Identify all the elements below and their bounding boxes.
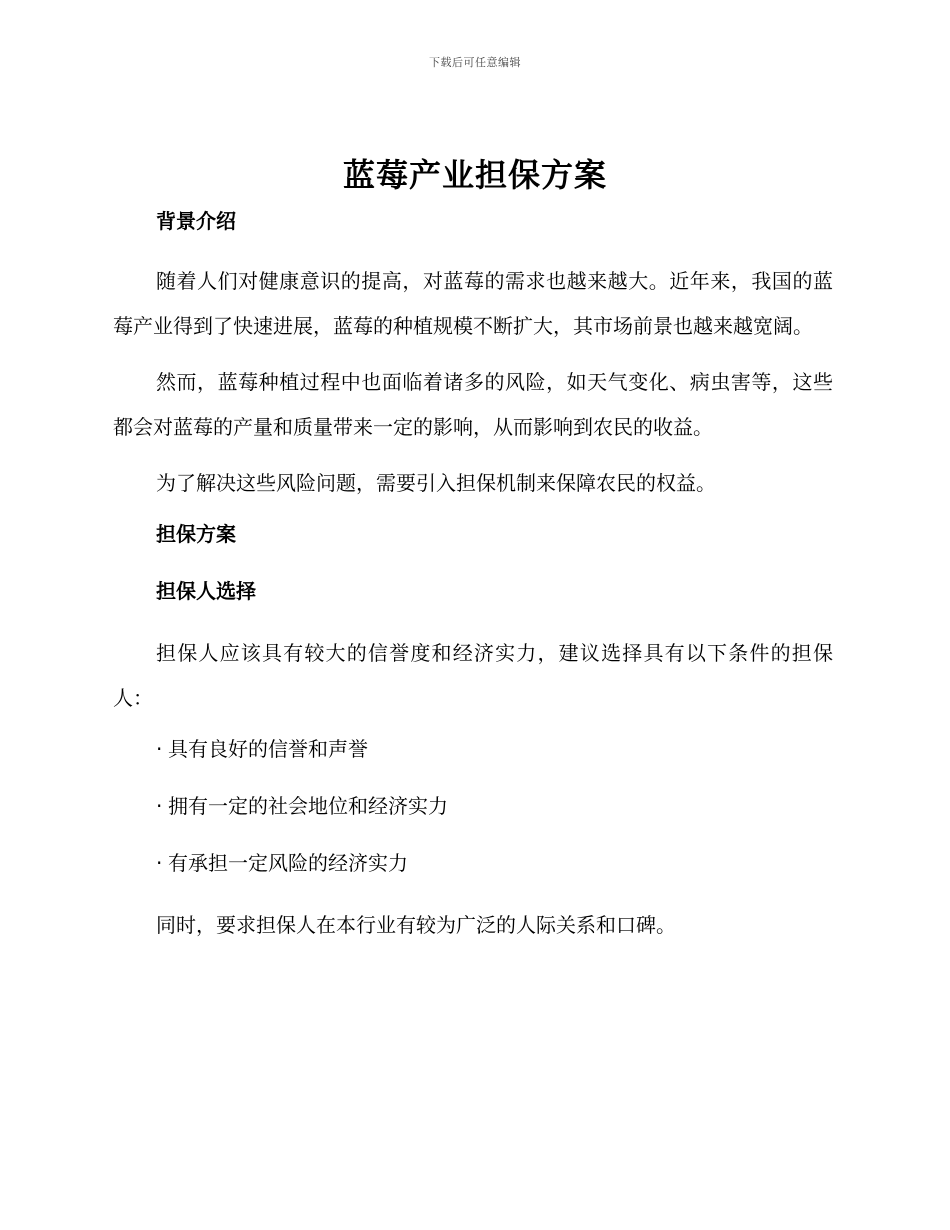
subsection-heading-guarantor-selection: 担保人选择 <box>156 579 256 603</box>
list-item-text: 有承担一定风险的经济实力 <box>168 851 408 875</box>
bullet-dot-icon: · <box>156 851 163 875</box>
list-item <box>113 846 833 880</box>
list-item-text: 具有良好的信誉和声誉 <box>168 737 368 761</box>
paragraph-guarantor-intro: 担保人应该具有较大的信誉度和经济实力，建议选择具有以下条件的担保人： <box>113 641 833 710</box>
document-title: 蓝莓产业担保方案 <box>342 156 607 194</box>
document-body <box>113 204 833 959</box>
bullet-dot-icon: · <box>156 794 163 818</box>
list-item <box>113 789 833 823</box>
section-heading-plan: 担保方案 <box>156 522 236 546</box>
paragraph-guarantor-closing: 同时，要求担保人在本行业有较为广泛的人际关系和口碑。 <box>156 913 676 937</box>
list-item <box>113 732 833 766</box>
paragraph: 随着人们对健康意识的提高，对蓝莓的需求也越来越大。近年来，我国的蓝莓产业得到了快速进展，蓝莓的种植规模不断扩大，其市场前景也越来越宽阔。 <box>113 269 833 338</box>
list-item-text: 拥有一定的社会地位和经济实力 <box>168 794 448 818</box>
paragraph: 然而，蓝莓种植过程中也面临着诸多的风险，如天气变化、病虫害等，这些都会对蓝莓的产量和质量带来一定的影响，从而影响到农民的收益。 <box>113 370 833 439</box>
bullet-dot-icon: · <box>156 737 163 761</box>
paragraph: 为了解决这些风险问题，需要引入担保机制来保障农民的权益。 <box>156 471 716 495</box>
page-header-note: 下载后可任意编辑 <box>429 56 521 69</box>
section-heading-background: 背景介绍 <box>156 209 236 233</box>
